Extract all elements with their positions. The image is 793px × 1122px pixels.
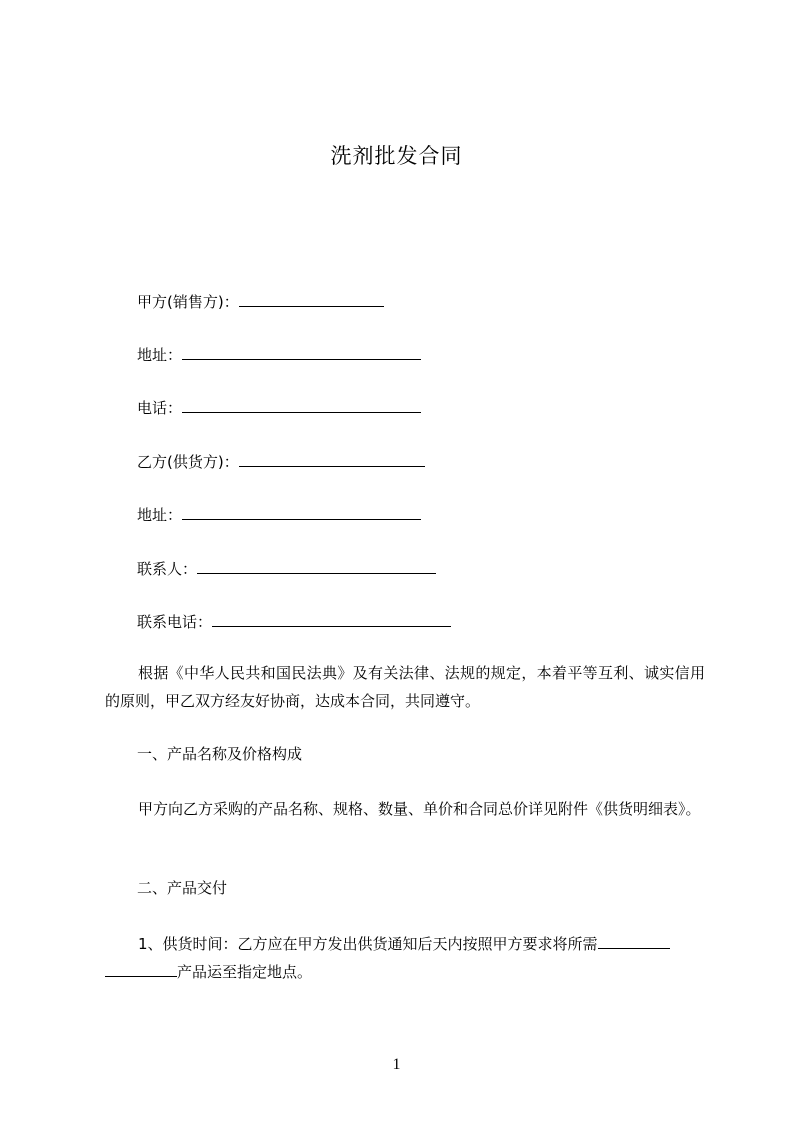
party-a-address-field [137,345,421,365]
contact-person-label: 联系人： [137,560,198,578]
clause-1-blank-b [105,962,177,977]
party-b-field [137,452,425,472]
party-b-address-blank [182,505,421,520]
section-1-body: 甲方向乙方采购的产品名称、规格、数量、单价和合同总价详见附件《供货明细表》。 [138,800,701,818]
clause-1-text-start: 1、供货时间：乙方应在甲方发出供货通知后天内按照甲方要求将所需 [138,935,598,953]
party-b-address-label: 地址： [137,506,183,524]
section-2-heading: 二、产品交付 [137,879,228,897]
clause-1-text-end: 产品运至指定地点。 [177,963,313,981]
contact-phone-blank [212,612,451,627]
party-a-label: 甲方(销售方)： [137,293,239,311]
party-a-address-label: 地址： [137,346,183,364]
party-b-blank [239,452,425,467]
party-a-address-blank [182,345,421,360]
document-title: 洗剂批发合同 [330,144,463,168]
party-a-phone-blank [182,398,421,413]
contact-phone-label: 联系电话： [137,613,213,631]
party-a-blank [239,292,384,307]
section-1-heading: 一、产品名称及价格构成 [137,745,303,763]
contact-phone-field [137,612,451,632]
party-b-label: 乙方(供货方)： [137,453,239,471]
page-number: 1 [392,1056,401,1073]
contact-person-blank [197,559,436,574]
party-a-phone-label: 电话： [137,399,183,417]
party-b-address-field [137,505,421,525]
section-2-clause-1 [105,930,705,986]
contact-person-field [137,559,436,579]
party-a-phone-field [137,398,421,418]
intro-paragraph: 根据《中华人民共和国民法典》及有关法律、法规的规定，本着平等互利、诚实信用的原则，甲乙双方经友好协商，达成本合同，共同遵守。 [105,664,705,710]
clause-1-blank-a [598,934,670,949]
party-a-field [137,292,384,312]
